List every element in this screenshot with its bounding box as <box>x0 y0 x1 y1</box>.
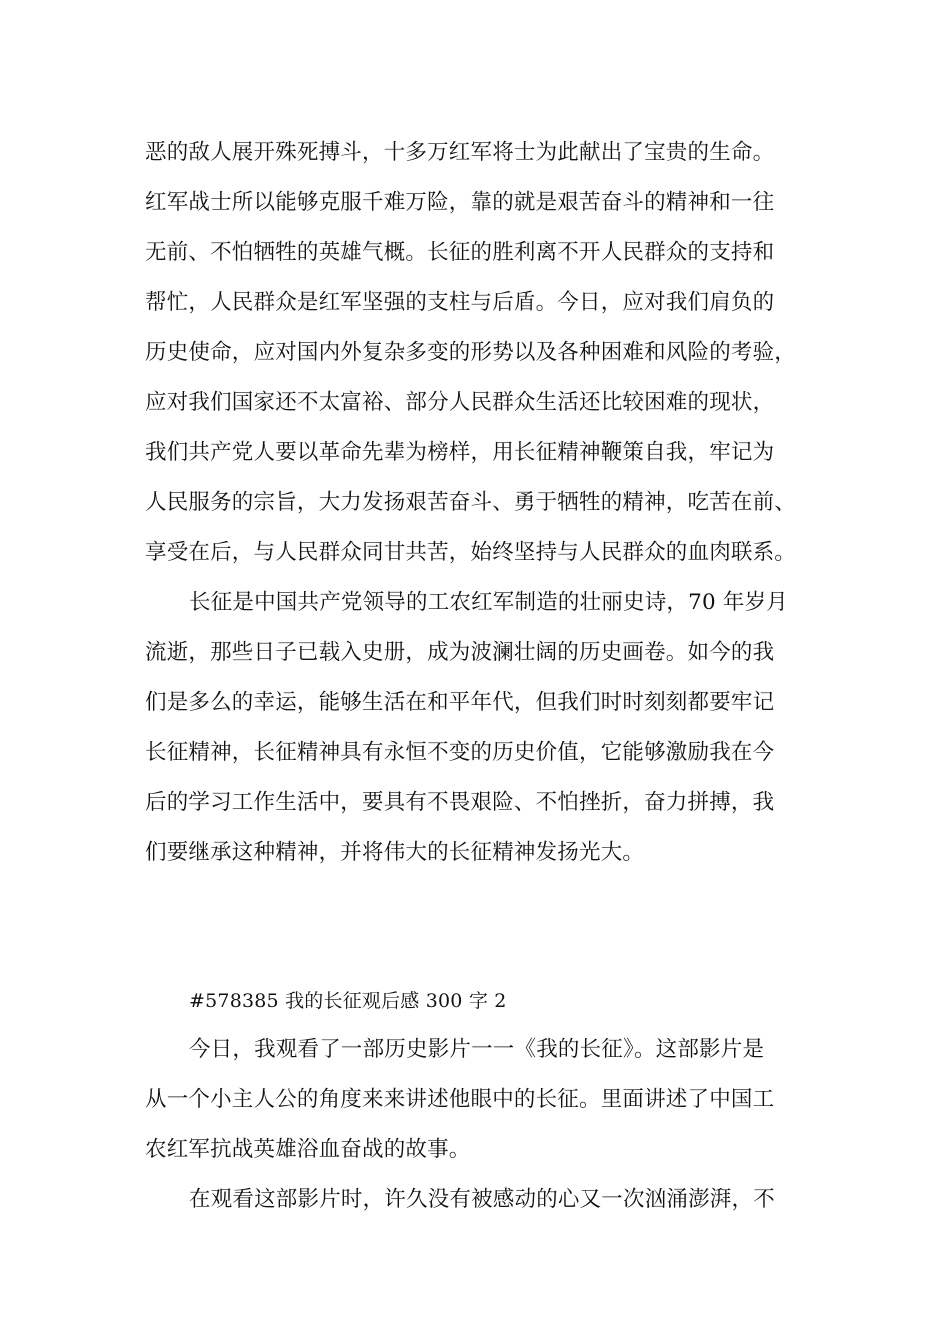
text-line: 们要继承这种精神，并将伟大的长征精神发扬光大。 <box>145 840 645 865</box>
text-line: 恶的敌人展开殊死搏斗，十多万红军将士为此献出了宝贵的生命。 <box>145 140 775 165</box>
text-line: 们是多么的幸运，能够生活在和平年代，但我们时时刻刻都要牢记 <box>145 690 775 715</box>
section-heading: #578385 我的长征观后感 300 字 2 <box>189 990 507 1012</box>
text-line: 农红军抗战英雄浴血奋战的故事。 <box>145 1137 471 1162</box>
text-line: 应对我们国家还不太富裕、部分人民群众生活还比较困难的现状， <box>145 390 775 415</box>
text-line: 流逝，那些日子已载入史册，成为波澜壮阔的历史画卷。如今的我 <box>145 640 775 665</box>
text-line: 历史使命，应对国内外复杂多变的形势以及各种困难和风险的考验， <box>145 340 797 365</box>
paragraph-first-line: 今日，我观看了一部历史影片一一《我的长征》。这部影片是 <box>189 1037 765 1062</box>
text-line: 享受在后，与人民群众同甘共苦，始终坚持与人民群众的血肉联系。 <box>145 540 797 565</box>
paragraph-first-line: 长征是中国共产党领导的工农红军制造的壮丽史诗，70 年岁月 <box>189 590 788 615</box>
text-line: 我们共产党人要以革命先辈为榜样，用长征精神鞭策自我，牢记为 <box>145 440 775 465</box>
text-line: 从一个小主人公的角度来来讲述他眼中的长征。里面讲述了中国工 <box>145 1087 775 1112</box>
paragraph-first-line: 在观看这部影片时，许久没有被感动的心又一次汹涌澎湃，不 <box>189 1187 775 1212</box>
text-line: 人民服务的宗旨，大力发扬艰苦奋斗、勇于牺牲的精神，吃苦在前、 <box>145 490 797 515</box>
text-line: 长征精神，长征精神具有永恒不变的历史价值，它能够激励我在今 <box>145 740 775 765</box>
text-line: 帮忙，人民群众是红军坚强的支柱与后盾。今日，应对我们肩负的 <box>145 290 775 315</box>
text-line: 无前、不怕牺牲的英雄气概。长征的胜利离不开人民群众的支持和 <box>145 240 775 265</box>
text-line: 红军战士所以能够克服千难万险，靠的就是艰苦奋斗的精神和一往 <box>145 190 775 215</box>
text-line: 后的学习工作生活中，要具有不畏艰险、不怕挫折，奋力拼搏，我 <box>145 790 775 815</box>
